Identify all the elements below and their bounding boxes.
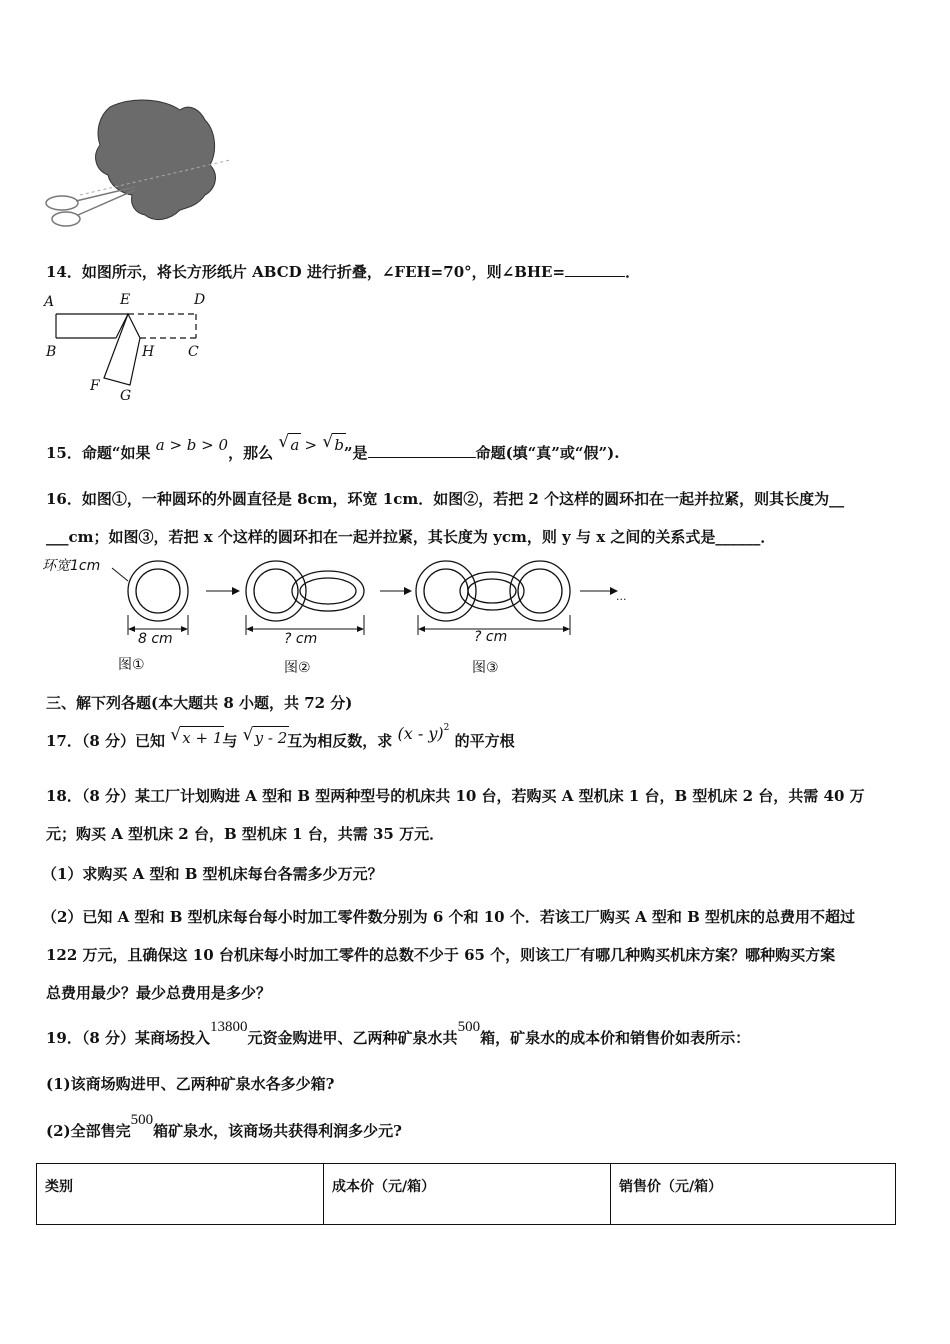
section-3-heading: 三、解下列各题(本大题共 8 小题，共 72 分) — [46, 694, 353, 712]
caption-fig-3: 图③ — [472, 660, 499, 676]
label-d: D — [194, 292, 206, 308]
q19-num-13800: 13800 — [210, 1019, 248, 1035]
label-h: H — [142, 344, 155, 360]
table-header-price: 销售价（元/箱） — [611, 1164, 896, 1225]
ellipsis: ··· — [616, 593, 627, 606]
q14-fold-figure — [40, 290, 220, 405]
q19-text-a: 19．（8 分）某商场投入 — [46, 1029, 211, 1047]
q17-text-c: 互为相反数，求 — [287, 732, 393, 750]
scissor-handle-bottom — [52, 212, 80, 226]
q17-expr: (x - y) — [397, 724, 444, 743]
dim-q-cm-3: ? cm — [474, 629, 508, 645]
q14-answer-blank[interactable] — [565, 262, 625, 277]
label-g: G — [120, 388, 132, 404]
q17-text-b: 与 — [222, 732, 238, 750]
q19-num-500: 500 — [457, 1019, 481, 1035]
question-14 — [46, 262, 640, 282]
label-b: B — [46, 344, 57, 360]
label-c: C — [188, 344, 199, 360]
q15-text-a: 15．命题“如果 — [46, 444, 151, 462]
q17-sqrt-2: √ y - 2 — [242, 725, 288, 747]
question-18-sub2-line3: 总费用最少？最少总费用是多少？ — [46, 984, 272, 1002]
q17-text-d: 的平方根 — [454, 732, 515, 750]
leaf-scissors-figure — [40, 95, 240, 240]
table-header-cost: 成本价（元/箱） — [324, 1164, 611, 1225]
table-row — [37, 1164, 896, 1225]
question-18-sub1: （1）求购买 A 型和 B 型机床每台各需多少万元？ — [42, 865, 383, 883]
caption-fig-2: 图② — [284, 660, 311, 676]
price-table — [36, 1163, 896, 1225]
q15-sqrt-b: √ b — [322, 432, 344, 454]
q15-text-d: 命题(填“真”或“假”). — [475, 444, 620, 462]
q17-sqrt-1: √ x + 1 — [170, 725, 223, 747]
question-18-line1: 18．（8 分）某工厂计划购进 A 型和 B 型两种型号的机床共 10 台，若购买 A 型机床 1 台，B 型机床 2 台，共需 40 万 — [46, 787, 865, 805]
q17-text-a: 17．（8 分）已知 — [46, 732, 166, 750]
question-18-sub2-line1: （2）已知 A 型和 B 型机床每台每小时加工零件数分别为 6 个和 10 个．若该工厂购买 A 型和 B 型机床的总费用不超过 — [42, 908, 856, 926]
q19-text-c: 箱，矿泉水的成本价和销售价如表所示： — [480, 1029, 751, 1047]
dim-q-cm-2: ? cm — [284, 631, 318, 647]
question-18-line2: 元；购买 A 型机床 2 台，B 型机床 1 台，共需 35 万元． — [46, 825, 445, 843]
q15-text-b: ，那么 — [228, 444, 274, 462]
question-19 — [46, 1019, 751, 1049]
question-16-line1: 16．如图①，一种圆环的外圆直径是 8cm，环宽 1cm．如图②，若把 2 个这样的圆环扣在一起并拉紧，则其长度为__ — [46, 490, 845, 508]
q19-sub2-text-b: 箱矿泉水，该商场共获得利润多少元? — [153, 1122, 402, 1140]
ring-width-label: 环宽1cm — [42, 558, 101, 574]
scissor-handle-top — [46, 196, 78, 210]
q19-sub2-text-a: (2)全部售完 — [46, 1122, 131, 1140]
q17-exponent: 2 — [443, 723, 450, 733]
q14-text: 14．如图所示，将长方形纸片 ABCD 进行折叠，∠FEH=70°，则∠BHE= — [46, 263, 566, 281]
q14-text-end: ． — [625, 263, 641, 281]
q15-condition: a > b > 0 — [155, 436, 229, 454]
label-f: F — [90, 378, 100, 394]
q19-text-b: 元资金购进甲、乙两种矿泉水共 — [247, 1029, 458, 1047]
q15-answer-blank[interactable] — [368, 443, 476, 458]
q15-text-c: ”是 — [343, 444, 368, 462]
leaf-shape — [96, 100, 216, 220]
table-header-category: 类别 — [37, 1164, 324, 1225]
question-19-sub1: (1)该商场购进甲、乙两种矿泉水各多少箱? — [46, 1075, 335, 1093]
question-15 — [46, 432, 620, 463]
label-a: A — [44, 294, 55, 310]
dim-8cm: 8 cm — [138, 631, 173, 647]
q15-gt: > — [304, 436, 318, 454]
question-16-line2: ___cm；如图③，若把 x 个这样的圆环扣在一起并拉紧，其长度为 ycm，则 y 与 x 之间的关系式是______． — [46, 528, 776, 546]
q15-sqrt-a: √ a — [278, 432, 300, 454]
question-17 — [46, 723, 515, 754]
caption-fig-1: 图① — [118, 657, 145, 673]
question-18-sub2-line2: 122 万元，且确保这 10 台机床每小时加工零件的总数不少于 65 个，则该工厂有哪几种购买机床方案？哪种购买方案 — [46, 946, 836, 964]
question-19-sub2 — [46, 1112, 402, 1142]
rings-figure — [40, 553, 640, 678]
q19-sub2-num-500: 500 — [130, 1112, 154, 1128]
label-e: E — [120, 292, 131, 308]
